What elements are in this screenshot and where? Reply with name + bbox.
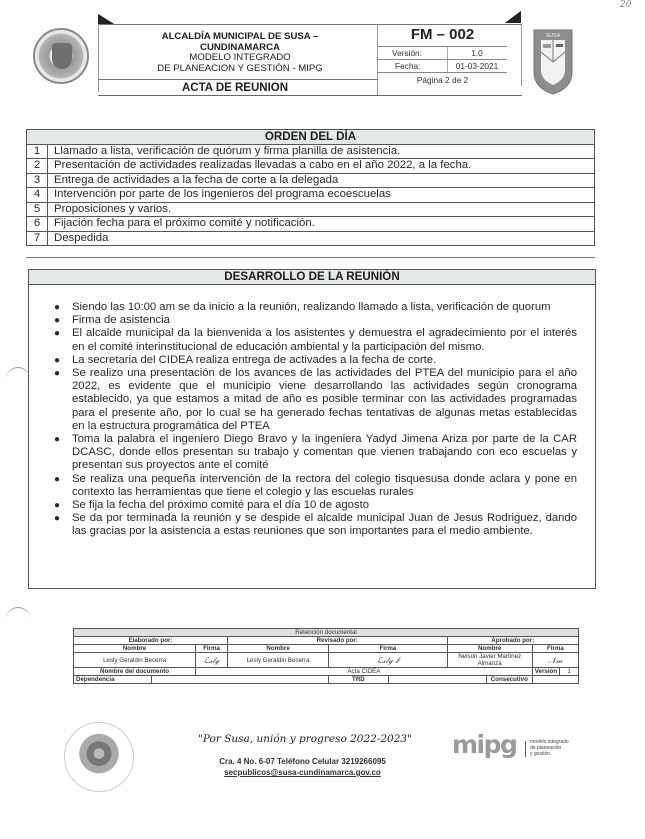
signature-icon: ℒ𝓈𝓁𝓎 [196,653,228,668]
agenda-row: 2 Presentación de actividades realizadas llevadas a cabo en el año 2022, a la fecha. [27,159,595,174]
svg-text:SUSA: SUSA [545,33,561,39]
agenda-table [26,129,595,246]
list-item: ● Se fija la fecha del próximo comité para el día 10 de agosto [54,499,370,512]
agenda-title: ORDEN DEL DÍA [27,130,595,145]
list-item: ● Se realiza una pequeña intervención de la rectora del colegio tisquesusa donde aclara y pone en contexto las herramientas que tiene el colegio y las escuelas rurales [54,472,577,498]
bullet-icon: ● [54,368,61,380]
page-number-mark: 20 [620,0,632,10]
version-number: 1 [560,668,579,676]
development-list [29,301,595,539]
slogan: "Por Susa, unión y progreso 2022-2023" [198,733,412,745]
email-link[interactable]: secpublicos@susa-cundinamarca.gov.co [224,768,381,777]
corner-mark-right [505,11,521,23]
section-title: DESARROLLO DE LA REUNIÓN [29,270,595,285]
date-label: Fecha: [395,61,421,71]
mipg-logo: mipg [452,730,517,759]
document-code: FM – 002 [410,26,475,43]
date-value: 01-03-2021 [455,61,499,71]
consecutivo-value [532,676,578,684]
agenda-row: 7 Despedida [27,231,595,246]
bullet-icon: ● [54,354,61,366]
organization-title: ALCALDÍA MUNICIPAL DE SUSA – CUNDINAMARCA MODELO INTEGRADO DE PLANEACION Y GESTIÓN - MIPG [157,31,323,74]
agenda-row: 6 Fijación fecha para el próximo comité y notificación. [27,217,595,232]
agenda-row: 5 Proposiciones y varios. [27,202,595,217]
punch-hole-mark [6,367,30,391]
address: Cra. 4 No. 6-07 Teléfono Celular 3219266095 [219,757,386,766]
signature-icon: ℒ𝓈𝓁𝓎 𝒷 [329,653,447,668]
document-name-value: Acta CIDEA [196,668,533,676]
divider [26,257,595,258]
revisado-nombre: Lesly Geraldin Becerra [227,653,328,668]
elaborado-label: Elaborado por: [74,637,228,645]
susa-shield-logo [532,28,574,96]
revisado-label: Revisado por: [227,637,447,645]
trd-value [388,676,486,684]
hands-logo [64,722,134,792]
retention-table: Retención documental Elaborado por: Revisado por: Aprobado por: Nombre Firma Nombre Firma Nombre Firma Lesly Geraldin Becerra ℒ𝓈𝓁𝓎 Lesly Geraldin Becerra ℒ𝓈𝓁𝓎 𝒷 Nelson Javier Martinez Almanza 𝒩𝓂 Nombre del documento Acta CIDEA Versión 1 Dependencia TRD Consecutivo [73,628,579,684]
bullet-icon: ● [54,500,61,512]
aprobado-label: Aprobado por: [447,637,578,645]
page-indicator: Página 2 de 2 [416,75,469,85]
list-item: ● Siendo las 10:00 am se da inicio a la reunión, realizando llamado a lista, verificación de quorum [54,301,551,313]
elaborado-nombre: Lesly Geraldin Becerra [74,653,196,668]
agenda-row: 1 Llamado a lista, verificación de quórum y firma planilla de asistencia. [27,144,595,159]
document-title: ACTA DE REUNION [181,82,289,94]
meeting-development-section [28,269,596,589]
bullet-icon: ● [54,513,61,525]
mipg-description: modelo integrado de planeación y gestión. [530,739,569,757]
bullet-icon: ● [54,315,61,327]
bullet-icon: ● [54,328,61,340]
list-item: ● La secretaria del CIDEA realiza entrega de activades a la fecha de corte. [54,353,437,366]
dependencia-value [151,676,329,684]
list-item: ● Se realizo una presentación de los avances de las actividades del PTEA del municipio para el año 2022, es evidente que el municipio viene desarrollando las actividades según cronograma establecido, ya que estamos a mitad de año es posible terminar con las actividades programadas para el presente año, por lo cual se ha generado fechas tentativas de algunas metas establecidas en la estructura programática del PTEA [54,367,577,432]
divider [525,741,526,757]
bullet-icon: ● [54,434,61,446]
list-item: ● Firma de asistencia [54,314,170,327]
list-item: ● Toma la palabra el ingeniero Diego Bravo y la ingeniera Yadyd Jimena Ariza por parte de la CAR DCASC, donde ellos presentan su trabajo y comentan que vienen trabajando con eco escuelas y presentan sus proyectos ante el comité [54,433,577,472]
list-item: ● El alcalde municipal da la bienvenida a los asistentes y demuestra el agradecimiento por el interés en el comité interinstitucional de educación ambiental y la participación del mismo. [54,327,577,353]
version-label: Versión: [392,48,422,58]
signature-icon: 𝒩𝓂 [532,653,578,668]
corner-mark-left [98,14,114,24]
retention-title: Retención documental [74,629,579,637]
agenda-row: 3 Entrega de actividades a la fecha de corte a la delegada [27,173,595,188]
bullet-icon: ● [54,302,61,313]
agenda-row: 4 Intervención por parte de los ingenieros del programa ecoescuelas [27,188,595,203]
version-value: 1.0 [471,48,483,58]
aprobado-nombre: Nelson Javier Martinez Almanza [447,653,532,668]
colombia-seal-logo [33,28,89,84]
punch-hole-mark [6,607,30,631]
list-item: ● Se da por terminada la reunión y se despide el alcalde municipal Juan de Jesus Rodriguez, dando las gracias por la asistencia a estas reuniones que son importantes para el medio ambiente. [54,512,577,538]
shield-icon [52,43,72,69]
bullet-icon: ● [54,473,61,485]
